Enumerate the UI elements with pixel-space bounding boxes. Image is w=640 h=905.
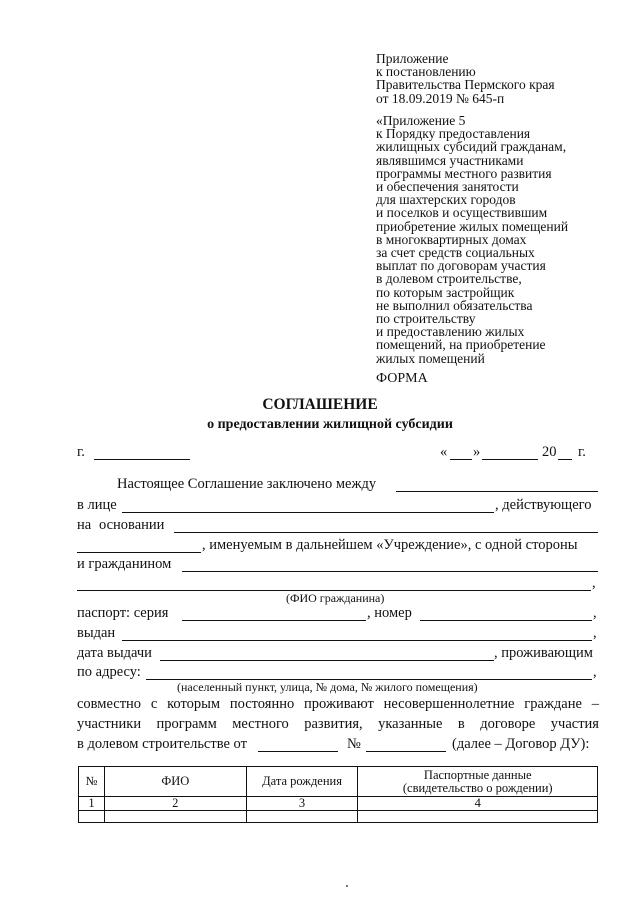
representative-field[interactable] [122,512,494,513]
table-cell[interactable] [104,811,246,823]
row3-end: (далее – Договор ДУ): [452,736,590,752]
date-year-field[interactable] [558,459,572,460]
date-year-suffix: г. [578,444,586,460]
passport-comma: , [593,605,597,621]
passport-number-field[interactable] [420,620,592,621]
citizen-field[interactable] [182,571,598,572]
passport-number-label: , номер [367,605,412,621]
date-close-quote: » [473,444,481,460]
header-birthdate: Дата рождения [246,767,358,797]
table-number-row: 1 2 3 4 [79,797,598,811]
row3-start: в долевом строительстве от [77,736,247,752]
named-institution-text: , именуемым в дальнейшем «Учреждение», с одной стороны [202,537,578,553]
address-comma: , [593,664,597,680]
table-cell[interactable] [79,811,105,823]
paragraph-line-2: участники программ местного развития, указанные в договоре участия [77,716,599,732]
contract-date-field[interactable] [258,751,338,752]
passport-series-field[interactable] [182,620,366,621]
issued-field[interactable] [122,640,592,641]
institution-field[interactable] [396,491,598,492]
fio-caption: (ФИО гражданина) [286,591,385,605]
issue-date-field[interactable] [160,660,494,661]
issued-label: выдан [77,625,116,641]
table-row[interactable] [79,811,598,823]
date-day-field[interactable] [450,459,472,460]
contract-number-field[interactable] [366,751,446,752]
concluded-text: Настоящее Соглашение заключено между [117,476,377,492]
basis-field-cont[interactable] [77,552,201,553]
issued-comma: , [593,625,597,641]
table-header-row [79,767,598,797]
attachment-note: Приложение к постановлению Правительства Пермского края от 18.09.2019 № 645-п [376,51,555,106]
citizen-comma: , [592,575,596,591]
document-title: СОГЛАШЕНИЕ [262,396,378,413]
passport-series-label: паспорт: серия [77,605,169,621]
children-table [78,766,598,823]
date-month-field[interactable] [482,459,538,460]
and-citizen-label: и гражданином [77,556,172,572]
address-caption: (населенный пункт, улица, № дома, № жилого помещения) [177,680,478,694]
header-num: № [79,767,105,797]
table-cell[interactable] [358,811,598,823]
acting-text: , действующего [495,497,592,513]
date-year-prefix: 20 [542,444,557,460]
residing-text: , проживающим [494,645,593,661]
header-passport: Паспортные данные (свидетельство о рождении) [358,767,598,797]
in-person-label: в лице [77,497,117,513]
city-prefix: г. [77,444,85,460]
issue-date-label: дата выдачи [77,645,152,661]
paragraph-line-1: совместно с которым постоянно проживают несовершеннолетние граждане – [77,696,599,712]
date-open-quote: « [440,444,448,460]
address-label: по адресу: [77,664,141,680]
form-label: ФОРМА [376,371,428,386]
header-fio: ФИО [104,767,246,797]
basis-field[interactable] [174,532,598,533]
basis-word-2: основании [99,517,165,533]
basis-word-1: на [77,517,92,533]
city-field[interactable] [94,459,190,460]
row3-num: № [347,736,361,752]
table-cell[interactable] [246,811,358,823]
scan-speck [346,885,348,887]
attachment5-note: «Приложение 5 к Порядку предоставления жилищных субсидий гражданам, являвшимся участниками программы местного развития и обеспечения занятости для шахтерских городов и поселков и осуществившим приобретение жилых помещений в многоквартирных домах за счет средств социальных выплат по договорам участия в долевом строительстве, по которым застройщик не выполнил обязательства по строительству и предоставлению жилых помещений, на приобретение жилых помещений [376,113,569,366]
document-subtitle: о предоставлении жилищной субсидии [207,417,453,432]
